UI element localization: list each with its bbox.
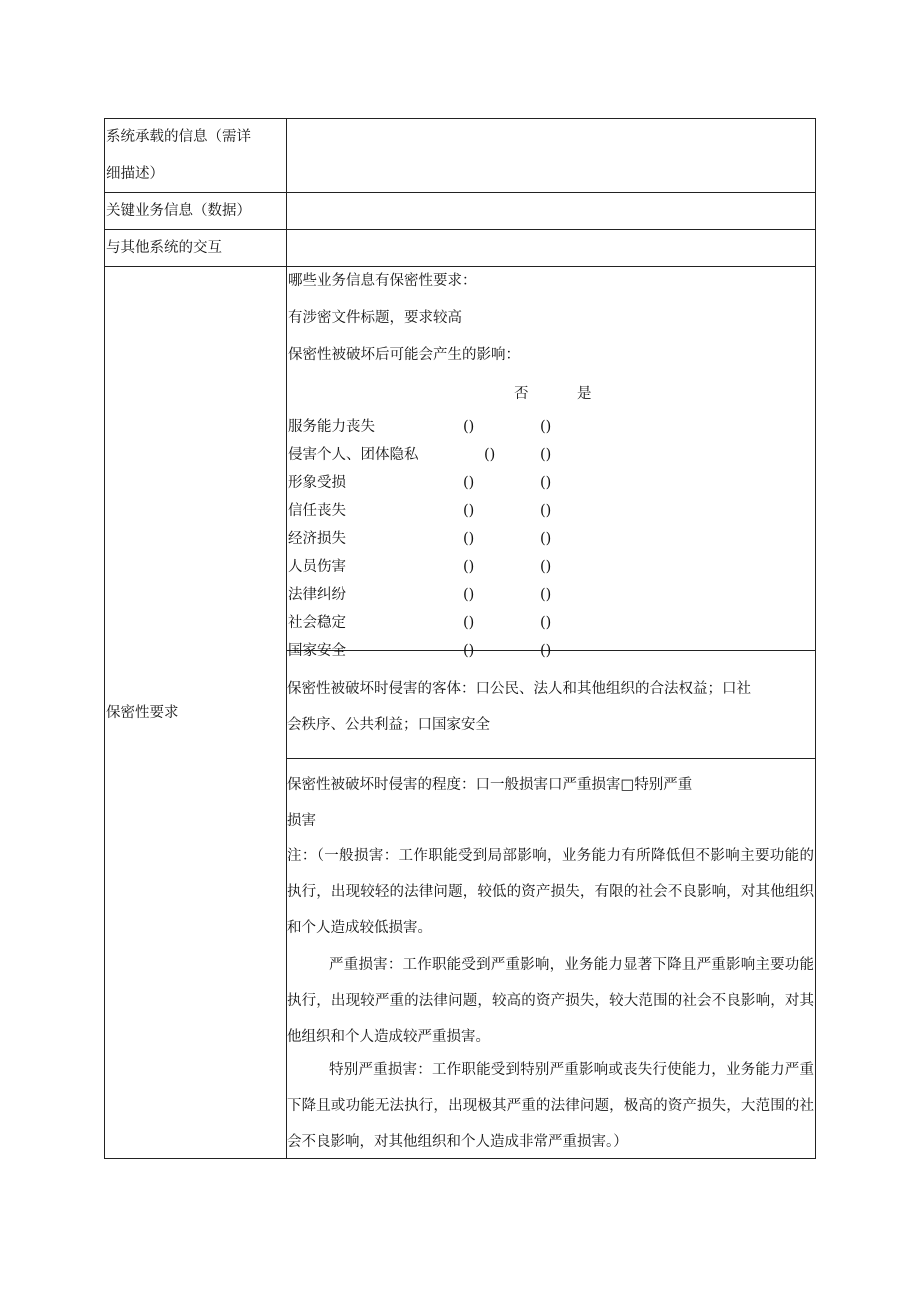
info-label-line1: 系统承载的信息（需详 — [106, 129, 251, 145]
impact-label: 社会稳定 — [288, 615, 346, 631]
impact-yes-choice[interactable]: () — [540, 643, 552, 659]
impact-no-choice[interactable]: () — [463, 615, 475, 631]
key-business-label: 关键业务信息（数据） — [106, 203, 251, 219]
impact-label: 国家安全 — [288, 643, 346, 659]
table-border-top — [104, 118, 816, 119]
harm-degree-line2: 损害 — [287, 813, 316, 829]
harmed-object-line1: 保密性被破坏时侵害的客体：口公民、法人和其他组织的合法权益；口社 — [287, 681, 751, 697]
impact-label: 形象受损 — [288, 475, 346, 491]
impact-prompt: 保密性被破坏后可能会产生的影响： — [288, 347, 520, 363]
info-label-line2: 细描述） — [106, 166, 164, 182]
sub-row-divider — [286, 758, 816, 759]
impact-no-choice[interactable]: () — [463, 559, 475, 575]
note-serious-harm: 严重损害：工作职能受到严重影响，业务能力显著下降且严重影响主要功能执行，出现较严重的法律问题，较高的资产损失，较大范围的社会不良影响，对其他组织和个人造成较严重损害。 — [287, 957, 814, 1045]
column-header-no: 否 — [514, 386, 529, 402]
impact-label: 侵害个人、团体隐私 — [288, 447, 419, 463]
impact-yes-choice[interactable]: () — [540, 615, 552, 631]
impact-no-choice[interactable]: () — [463, 643, 475, 659]
table-border-right — [815, 118, 816, 1159]
impact-yes-choice[interactable]: () — [540, 587, 552, 603]
impact-yes-choice[interactable]: () — [540, 503, 552, 519]
impact-yes-choice[interactable]: () — [540, 559, 552, 575]
impact-no-choice[interactable]: () — [463, 475, 475, 491]
impact-no-choice[interactable]: () — [463, 531, 475, 547]
impact-label: 经济损失 — [288, 531, 346, 547]
note-general-harm: 注：（一般损害：工作职能受到局部影响，业务能力有所降低但不影响主要功能的执行，出现较轻的法律问题，较低的资产损失，有限的社会不良影响，对其他组织和个人造成较低损害。 — [287, 848, 814, 936]
impact-label: 信任丧失 — [288, 503, 346, 519]
impact-section — [287, 267, 815, 659]
security-assessment-table — [104, 118, 816, 1159]
impact-label: 服务能力丧失 — [288, 419, 375, 435]
table-border-left — [104, 118, 105, 1159]
column-header-yes: 是 — [577, 386, 592, 402]
impact-yes-choice[interactable]: () — [540, 419, 552, 435]
note-very-serious-harm: 特别严重损害：工作职能受到特别严重影响或丧失行使能力，业务能力严重下降且或功能无法执行，出现极其严重的法律问题，极高的资产损失，大范围的社会不良影响，对其他组织和个人造成非常严重损害。） — [287, 1062, 814, 1150]
impact-no-choice[interactable]: () — [463, 587, 475, 603]
impact-label: 人员伤害 — [288, 559, 346, 575]
row-divider — [104, 229, 816, 230]
impact-yes-choice[interactable]: () — [540, 447, 552, 463]
impact-label: 法律纠纷 — [288, 587, 346, 603]
harm-degree-line1: 保密性被破坏时侵害的程度：口一般损害口严重损害□特别严重 — [287, 777, 693, 793]
interaction-label: 与其他系统的交互 — [106, 240, 222, 256]
confidentiality-question: 哪些业务信息有保密性要求： — [288, 273, 477, 289]
row-divider — [104, 192, 816, 193]
impact-yes-choice[interactable]: () — [540, 531, 552, 547]
confidentiality-answer: 有涉密文件标题，要求较高 — [288, 310, 462, 326]
impact-no-choice[interactable]: () — [463, 503, 475, 519]
impact-no-choice[interactable]: () — [484, 447, 496, 463]
impact-yes-choice[interactable]: () — [540, 475, 552, 491]
impact-no-choice[interactable]: () — [463, 419, 475, 435]
harmed-object-line2: 会秩序、公共利益；口国家安全 — [287, 717, 490, 733]
confidentiality-label: 保密性要求 — [106, 705, 179, 721]
